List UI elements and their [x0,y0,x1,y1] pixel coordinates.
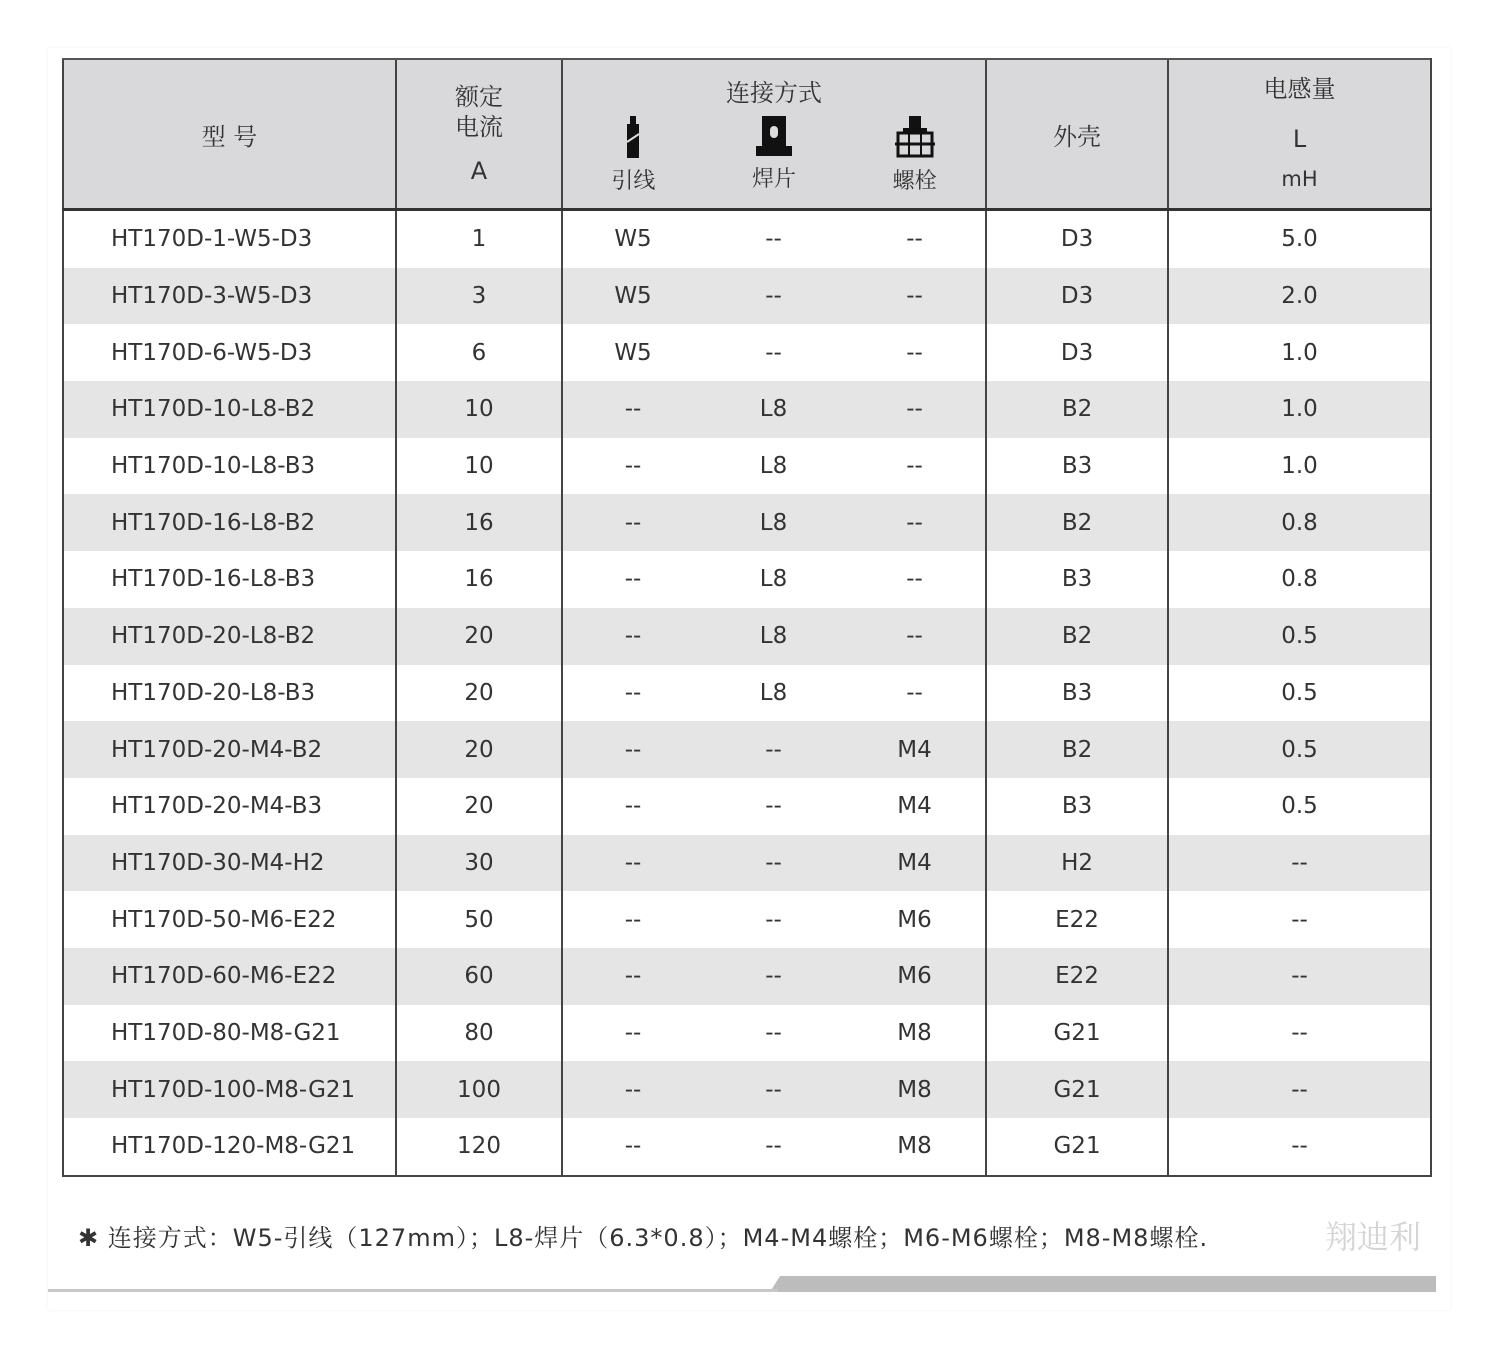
cell-model: HT170D-60-M6-E22 [63,948,396,1005]
cell-inductance: -- [1168,1118,1431,1176]
cell-conn-lead: -- [562,835,703,892]
header-current-line1: 额定 [455,83,503,111]
cell-rated-current: 1 [396,210,562,268]
cell-conn-tab: L8 [759,679,788,706]
cell-conn-lead: W5 [562,268,703,325]
cell-inductance: 0.8 [1168,494,1431,551]
cell-rated-current: 10 [396,381,562,438]
table-row [63,835,1431,892]
cell-rated-current: 60 [396,948,562,1005]
header-current-unit: A [470,157,488,185]
header-inductance-symbol: L [1292,125,1307,153]
cell-inductance: 0.5 [1168,608,1431,665]
table-row [63,1061,1431,1118]
watermark: 翔迪利 [1325,1218,1422,1256]
decorative-line [48,1289,778,1292]
cell-conn-lead: -- [562,1061,703,1118]
cell-housing: B3 [986,551,1168,608]
cell-rated-current: 16 [396,494,562,551]
cell-conn-tab: L8 [703,494,844,551]
cell-conn-bolt: M4 [897,793,932,820]
header-current-line2: 电流 [455,113,503,141]
table-row [63,948,1431,1005]
cell-model: HT170D-10-L8-B2 [63,381,396,438]
cell-inductance: -- [1168,1061,1431,1118]
cell-model: HT170D-10-L8-B3 [63,438,396,495]
cell-conn-tab: -- [765,793,782,820]
cell-conn-bolt: -- [844,608,986,665]
cell-housing: E22 [986,891,1168,948]
cell-conn-bolt: M8 [844,1118,986,1176]
cell-housing: D3 [986,268,1168,325]
cell-rated-current: 100 [396,1061,562,1118]
cell-rated-current: 10 [396,438,562,495]
cell-rated-current: 16 [396,551,562,608]
cell-conn-bolt: M8 [844,1061,986,1118]
table-row [63,778,1431,835]
cell-rated-current: 30 [396,835,562,892]
cell-model: HT170D-6-W5-D3 [63,324,396,381]
cell-conn-lead: -- [562,608,703,665]
cell-model: HT170D-50-M6-E22 [63,891,396,948]
cell-conn-tab: -- [703,1061,844,1118]
cell-housing: B2 [986,494,1168,551]
cell-conn-bolt: M4 [844,721,986,778]
table-row [63,721,1431,778]
conn-bolt-label: 螺栓 [892,169,937,194]
cell-inductance: -- [1168,891,1431,948]
cell-conn-tab: -- [765,339,782,366]
cell-housing: D3 [986,324,1168,381]
cell-model: HT170D-16-L8-B3 [63,551,396,608]
conn-lead-label: 引线 [611,169,656,194]
cell-conn-bolt: M4 [844,835,986,892]
cell-conn-lead: W5 [562,324,703,381]
cell-conn-tab: -- [703,948,844,1005]
cell-model: HT170D-20-L8-B3 [63,665,396,722]
table-row [63,381,1431,438]
table-row [63,1118,1431,1176]
cell-conn-lead: -- [562,551,703,608]
cell-conn-tab: L8 [703,381,844,438]
cell-inductance: 1.0 [1168,381,1431,438]
cell-conn-lead: W5 [562,210,703,268]
decorative-bar [770,1276,1436,1292]
cell-model: HT170D-20-M4-B2 [63,721,396,778]
cell-conn-lead: -- [562,438,703,495]
cell-rated-current: 120 [396,1118,562,1176]
cell-conn-lead: -- [562,1005,703,1062]
cell-conn-tab: L8 [759,566,788,593]
table-row [63,551,1431,608]
header-inductance-unit: mH [1281,167,1318,191]
cell-model: HT170D-16-L8-B2 [63,494,396,551]
cell-housing: D3 [986,210,1168,268]
cell-rated-current: 6 [396,324,562,381]
cell-housing: B3 [986,665,1168,722]
cell-rated-current: 3 [396,268,562,325]
table-row [63,268,1431,325]
cell-model: HT170D-30-M4-H2 [63,835,396,892]
cell-conn-bolt: -- [906,339,923,366]
cell-conn-bolt: M8 [897,1019,932,1046]
cell-conn-tab: L8 [703,608,844,665]
conn-tab-label: 焊片 [752,167,797,192]
cell-conn-bolt: M6 [897,906,932,933]
cell-rated-current: 20 [396,665,562,722]
cell-inductance: -- [1168,835,1431,892]
cell-conn-lead: -- [562,494,703,551]
cell-inductance: 2.0 [1168,268,1431,325]
table-row [63,324,1431,381]
cell-conn-tab: L8 [759,453,788,480]
cell-inductance: 1.0 [1168,324,1431,381]
cell-conn-bolt: -- [906,453,923,480]
cell-model: HT170D-1-W5-D3 [63,210,396,268]
cell-housing: G21 [986,1118,1168,1176]
cell-conn-tab: -- [703,268,844,325]
cell-conn-lead: -- [562,948,703,1005]
header-inductance-title: 电感量 [1263,75,1336,103]
table-row [63,665,1431,722]
cell-model: HT170D-20-L8-B2 [63,608,396,665]
cell-conn-tab: -- [703,721,844,778]
cell-inductance: 0.5 [1168,721,1431,778]
cell-inductance: 5.0 [1168,210,1431,268]
cell-conn-tab: -- [703,1118,844,1176]
cell-rated-current: 20 [396,721,562,778]
cell-inductance: 0.8 [1168,551,1431,608]
cell-rated-current: 20 [396,608,562,665]
cell-conn-lead: -- [562,665,703,722]
cell-model: HT170D-3-W5-D3 [63,268,396,325]
cell-conn-bolt: -- [906,679,923,706]
table-row [63,438,1431,495]
cell-housing: G21 [986,1061,1168,1118]
lead-wire-icon [625,116,641,158]
table-row [63,1005,1431,1062]
cell-housing: G21 [986,1005,1168,1062]
cell-model: HT170D-100-M8-G21 [63,1061,396,1118]
cell-conn-bolt: -- [844,494,986,551]
cell-inductance: 0.5 [1168,778,1431,835]
cell-housing: B2 [986,381,1168,438]
cell-inductance: -- [1168,948,1431,1005]
cell-rated-current: 20 [396,778,562,835]
bolt-icon [895,116,935,158]
cell-model: HT170D-120-M8-G21 [63,1118,396,1176]
table-row [63,494,1431,551]
cell-model: HT170D-80-M8-G21 [63,1005,396,1062]
cell-conn-lead: -- [562,721,703,778]
cell-housing: E22 [986,948,1168,1005]
cell-inductance: 1.0 [1168,438,1431,495]
cell-conn-tab: -- [765,1019,782,1046]
cell-housing: B3 [986,778,1168,835]
cell-inductance: 0.5 [1168,665,1431,722]
cell-conn-bolt: -- [844,381,986,438]
header-housing: 外壳 [986,59,1168,210]
cell-conn-lead: -- [562,891,703,948]
cell-housing: H2 [986,835,1168,892]
footnote: ✱ 连接方式：W5-引线（127mm）；L8-焊片（6.3*0.8）；M4-M4螺栓；M6-M6螺栓；M8-M8螺栓. [78,1224,1209,1252]
cell-rated-current: 50 [396,891,562,948]
table-row [63,608,1431,665]
header-model: 型 号 [63,59,396,210]
cell-conn-bolt: M6 [844,948,986,1005]
cell-housing: B3 [986,438,1168,495]
cell-conn-bolt: -- [844,268,986,325]
cell-model: HT170D-20-M4-B3 [63,778,396,835]
cell-conn-bolt: -- [906,566,923,593]
header-inductance [1168,59,1431,210]
cell-conn-lead: -- [562,381,703,438]
table-row [63,210,1431,268]
cell-conn-lead: -- [562,778,703,835]
cell-conn-lead: -- [562,1118,703,1176]
cell-housing: B2 [986,608,1168,665]
cell-conn-tab: -- [765,226,782,253]
cell-conn-tab: -- [765,906,782,933]
header-connection [562,59,986,210]
cell-housing: B2 [986,721,1168,778]
solder-tab-icon [756,116,792,156]
table-row [63,891,1431,948]
cell-rated-current: 80 [396,1005,562,1062]
header-current [396,59,562,210]
spec-table [62,58,1432,1177]
header-connection-title: 连接方式 [726,79,823,107]
cell-inductance: -- [1168,1005,1431,1062]
table-body [63,210,1431,1176]
cell-conn-bolt: -- [906,226,923,253]
cell-conn-tab: -- [703,835,844,892]
